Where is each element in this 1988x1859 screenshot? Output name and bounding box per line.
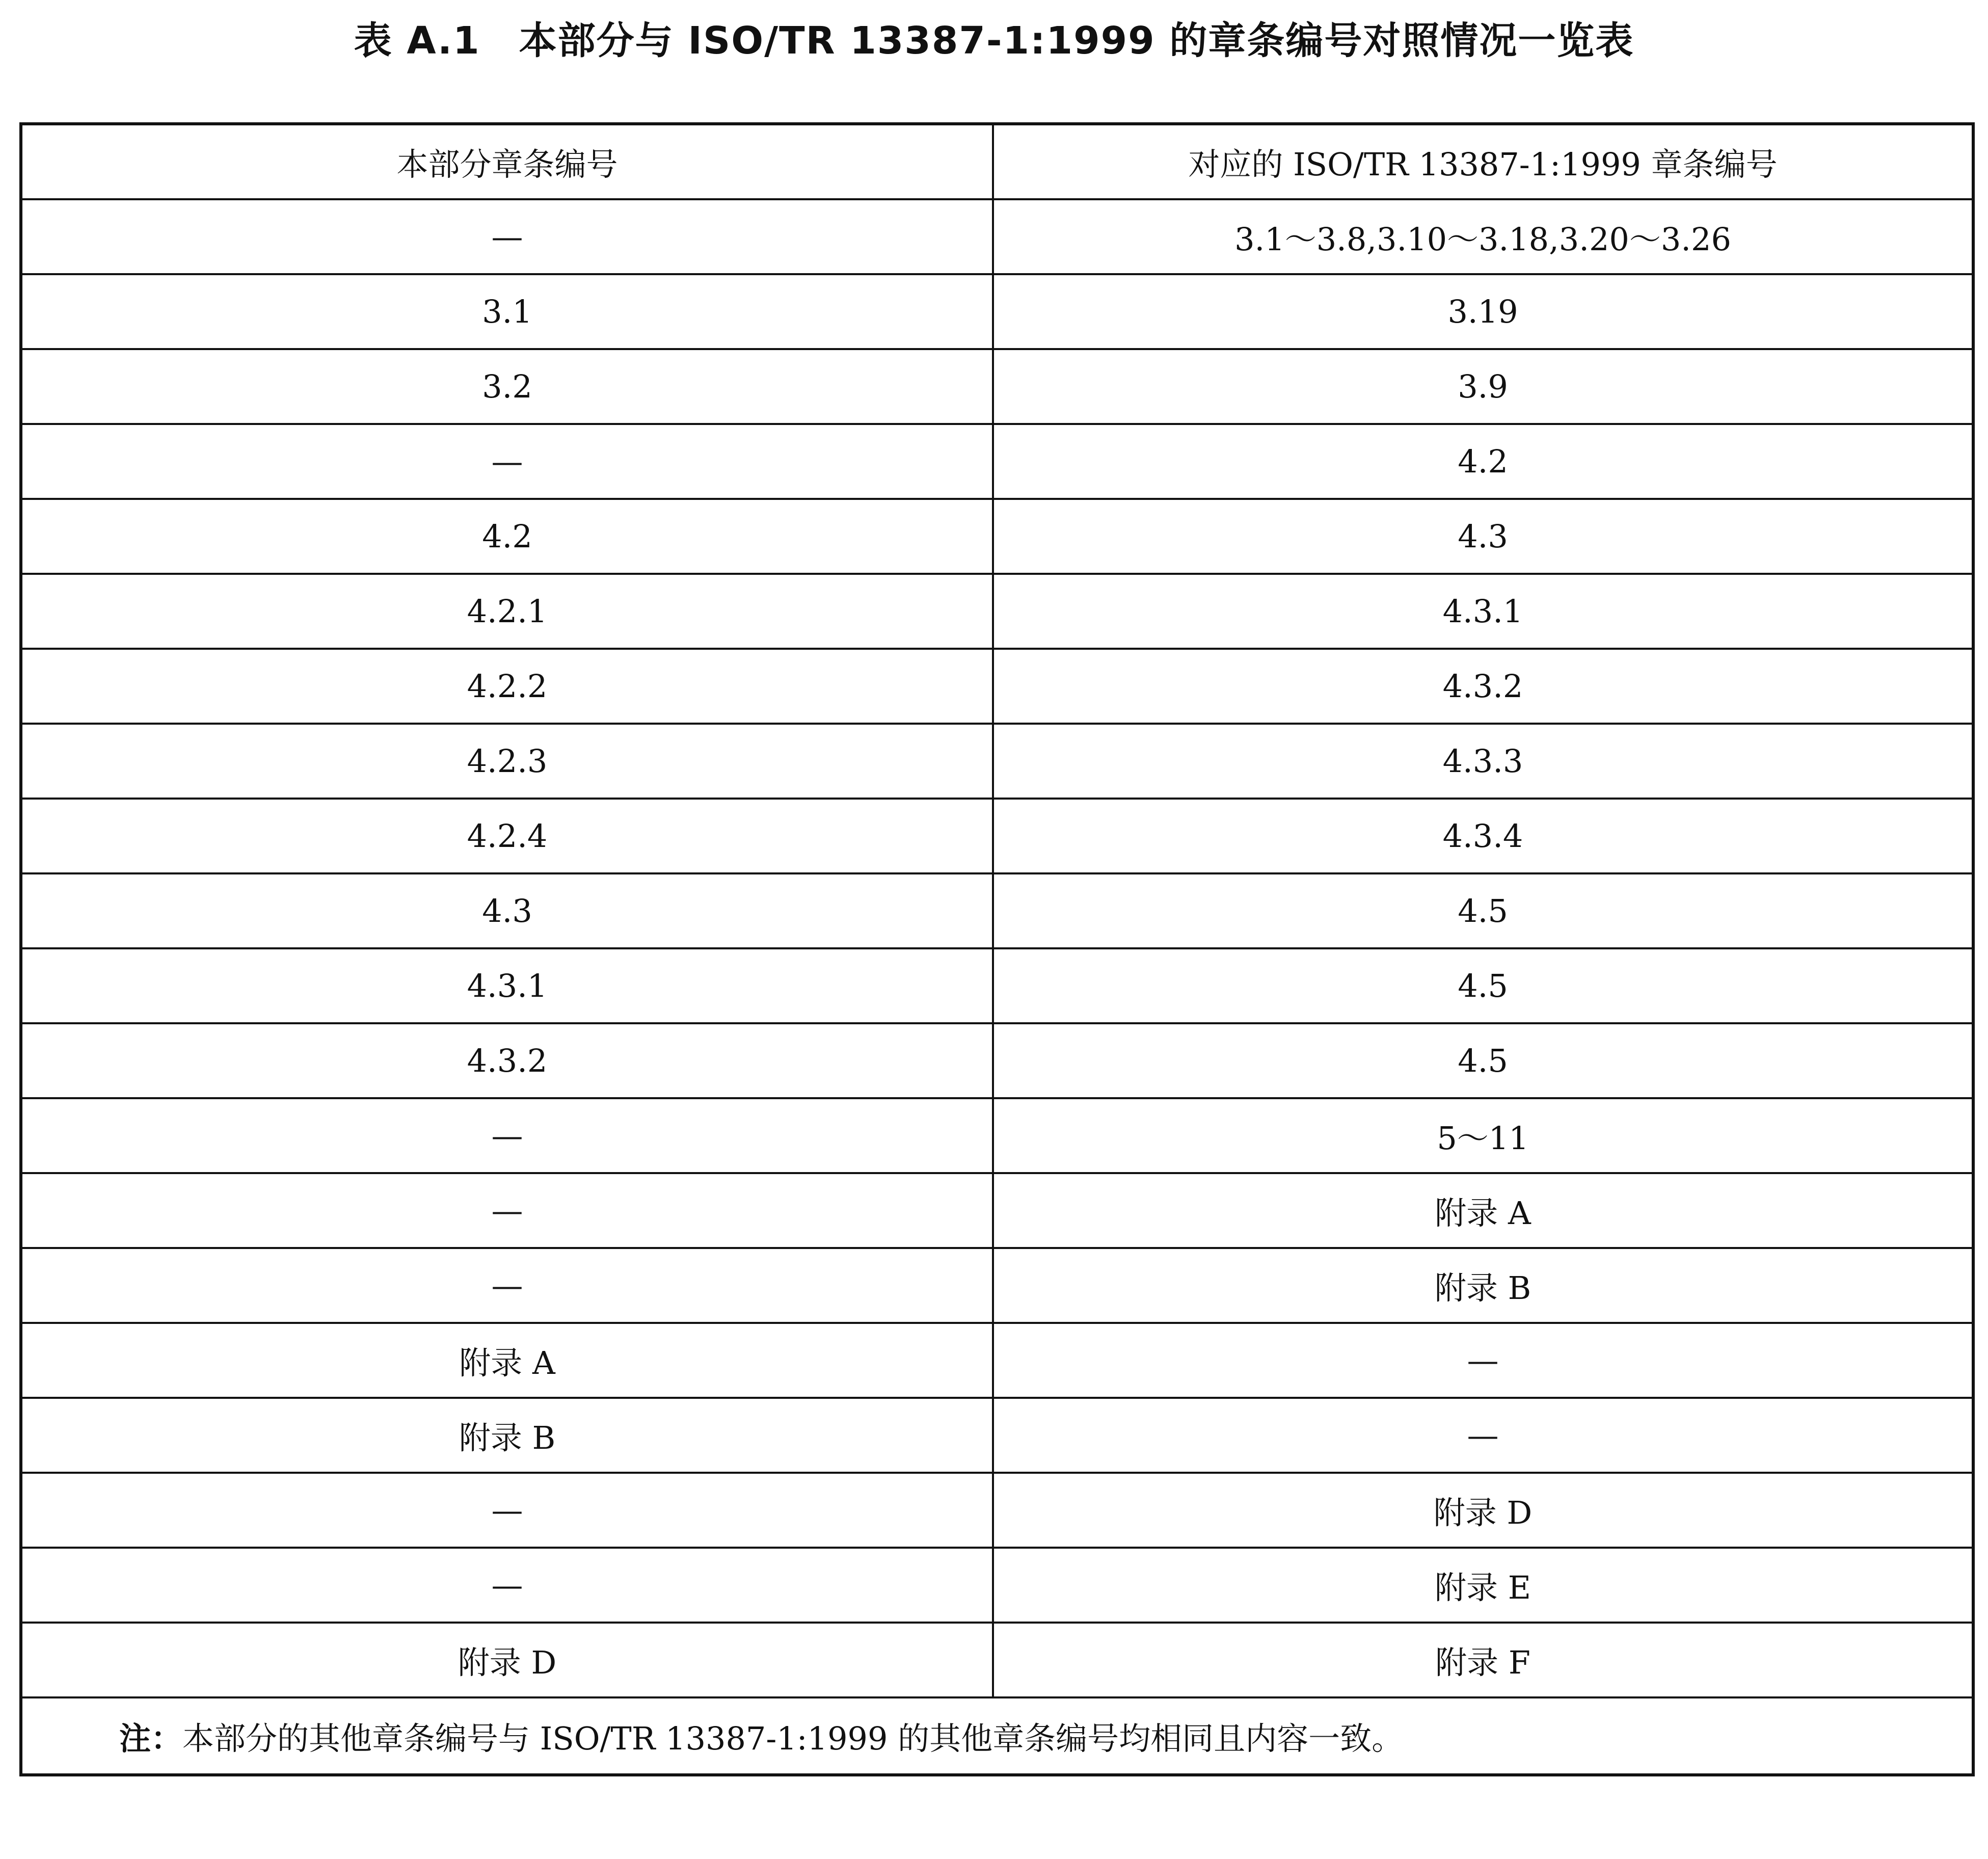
table-row xyxy=(21,799,1973,873)
cell-iso: 4.3.2 xyxy=(993,649,1973,724)
cell-iso: 4.5 xyxy=(993,873,1973,948)
cell-this-part: — xyxy=(21,1548,993,1623)
header-iso-clause: 对应的 ISO/TR 13387-1:1999 章条编号 xyxy=(993,124,1973,199)
cell-iso: 3.1～3.8,3.10～3.18,3.20～3.26 xyxy=(993,199,1973,274)
cell-iso: 4.2 xyxy=(993,424,1973,499)
table-row xyxy=(21,1398,1973,1473)
table-row xyxy=(21,199,1973,274)
table-row xyxy=(21,1473,1973,1548)
cell-this-part: 3.2 xyxy=(21,349,993,424)
table-row xyxy=(21,274,1973,349)
table-row xyxy=(21,873,1973,948)
table-row xyxy=(21,349,1973,424)
table-row xyxy=(21,499,1973,574)
cell-iso: 4.3.3 xyxy=(993,724,1973,799)
clause-mapping-table xyxy=(19,122,1975,1776)
cell-iso: 附录 B xyxy=(993,1248,1973,1323)
table-row xyxy=(21,649,1973,724)
cell-iso: 3.19 xyxy=(993,274,1973,349)
table-note xyxy=(21,1697,1973,1775)
cell-iso: 4.5 xyxy=(993,1023,1973,1098)
cell-this-part: 4.3.2 xyxy=(21,1023,993,1098)
table-row xyxy=(21,1098,1973,1173)
cell-iso: 附录 E xyxy=(993,1548,1973,1623)
table-row xyxy=(21,1548,1973,1623)
cell-this-part: 4.2.1 xyxy=(21,574,993,649)
table-row xyxy=(21,948,1973,1023)
cell-iso: — xyxy=(993,1323,1973,1398)
note-label: 注： xyxy=(119,1720,183,1757)
cell-iso: 4.5 xyxy=(993,948,1973,1023)
cell-this-part: — xyxy=(21,424,993,499)
table-row xyxy=(21,1173,1973,1248)
cell-iso: 4.3 xyxy=(993,499,1973,574)
cell-this-part: 4.2 xyxy=(21,499,993,574)
table-title: 表 A.1 本部分与 ISO/TR 13387-1:1999 的章条编号对照情况一览表 xyxy=(354,19,1634,63)
cell-iso: 附录 A xyxy=(993,1173,1973,1248)
cell-this-part: — xyxy=(21,199,993,274)
cell-this-part: 4.3.1 xyxy=(21,948,993,1023)
table-header-row xyxy=(21,124,1973,199)
table-row xyxy=(21,1323,1973,1398)
cell-iso: 5～11 xyxy=(993,1098,1973,1173)
cell-iso: 4.3.1 xyxy=(993,574,1973,649)
cell-this-part: — xyxy=(21,1098,993,1173)
cell-this-part: 3.1 xyxy=(21,274,993,349)
cell-this-part: — xyxy=(21,1173,993,1248)
cell-this-part: 4.2.3 xyxy=(21,724,993,799)
cell-this-part: — xyxy=(21,1473,993,1548)
cell-iso: 4.3.4 xyxy=(993,799,1973,873)
cell-this-part: 附录 A xyxy=(21,1323,993,1398)
cell-iso: — xyxy=(993,1398,1973,1473)
cell-iso: 3.9 xyxy=(993,349,1973,424)
cell-this-part: 4.2.4 xyxy=(21,799,993,873)
cell-this-part: 4.3 xyxy=(21,873,993,948)
table-row xyxy=(21,424,1973,499)
table-note-row xyxy=(21,1697,1973,1775)
table-row xyxy=(21,724,1973,799)
header-this-part-clause: 本部分章条编号 xyxy=(21,124,993,199)
cell-this-part: 4.2.2 xyxy=(21,649,993,724)
table-row xyxy=(21,1023,1973,1098)
cell-iso: 附录 D xyxy=(993,1473,1973,1548)
table-row xyxy=(21,574,1973,649)
cell-iso: 附录 F xyxy=(993,1623,1973,1697)
note-text: 本部分的其他章条编号与 ISO/TR 13387-1:1999 的其他章条编号均相同且内容一致。 xyxy=(182,1720,1404,1757)
table-row xyxy=(21,1248,1973,1323)
cell-this-part: 附录 D xyxy=(21,1623,993,1697)
table-row xyxy=(21,1623,1973,1697)
cell-this-part: 附录 B xyxy=(21,1398,993,1473)
cell-this-part: — xyxy=(21,1248,993,1323)
